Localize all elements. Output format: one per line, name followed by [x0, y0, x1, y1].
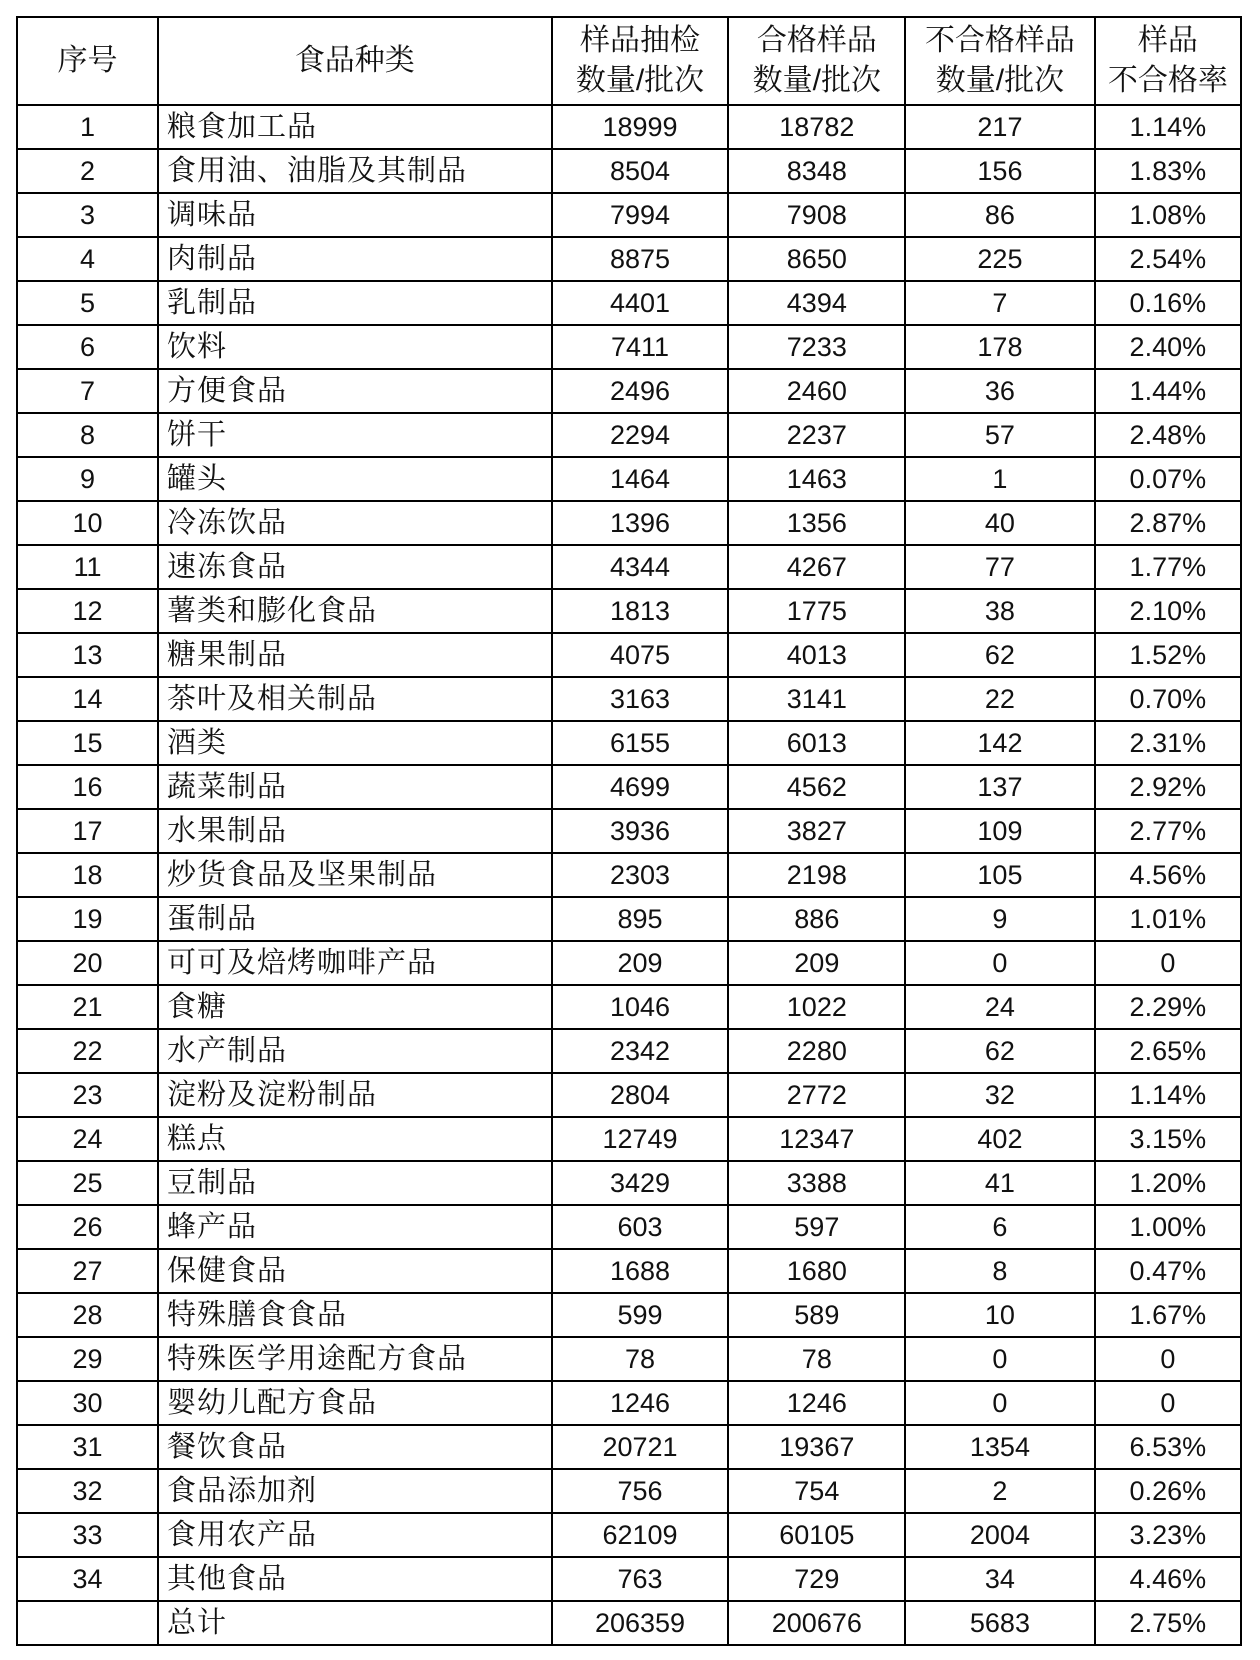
- cell-sampled: 12749: [552, 1117, 729, 1161]
- header-row: [17, 17, 1241, 105]
- cell-qualified: 729: [728, 1557, 905, 1601]
- table-row: [17, 1117, 1241, 1161]
- cell-qualified: 200676: [728, 1601, 905, 1645]
- table-row: [17, 281, 1241, 325]
- cell-category: 豆制品: [158, 1161, 552, 1205]
- cell-qualified: 3827: [728, 809, 905, 853]
- table-row: [17, 677, 1241, 721]
- cell-no: 22: [17, 1029, 158, 1073]
- cell-rate: 2.92%: [1095, 765, 1241, 809]
- table-row: [17, 721, 1241, 765]
- cell-category: 方便食品: [158, 369, 552, 413]
- cell-no: 21: [17, 985, 158, 1029]
- cell-unqualified: 24: [905, 985, 1094, 1029]
- cell-qualified: 209: [728, 941, 905, 985]
- cell-unqualified: 0: [905, 1381, 1094, 1425]
- cell-no: 15: [17, 721, 158, 765]
- cell-unqualified: 34: [905, 1557, 1094, 1601]
- cell-qualified: 1463: [728, 457, 905, 501]
- header-unqualified-line2: 数量/批次: [935, 64, 1065, 97]
- cell-qualified: 1246: [728, 1381, 905, 1425]
- cell-no: 31: [17, 1425, 158, 1469]
- table-row: [17, 1073, 1241, 1117]
- cell-no: 1: [17, 105, 158, 149]
- table-row: [17, 1293, 1241, 1337]
- total-row: [17, 1601, 1241, 1645]
- cell-sampled: 2294: [552, 413, 729, 457]
- header-rate: [1095, 17, 1241, 105]
- cell-qualified: 8650: [728, 237, 905, 281]
- cell-category: 糖果制品: [158, 633, 552, 677]
- cell-unqualified: 77: [905, 545, 1094, 589]
- table-row: [17, 633, 1241, 677]
- cell-no: 29: [17, 1337, 158, 1381]
- cell-category: 糕点: [158, 1117, 552, 1161]
- cell-category: 蜂产品: [158, 1205, 552, 1249]
- header-unqualified: [905, 17, 1094, 105]
- cell-unqualified: 105: [905, 853, 1094, 897]
- header-qualified-line2: 数量/批次: [752, 64, 881, 97]
- cell-no: 4: [17, 237, 158, 281]
- cell-unqualified: 109: [905, 809, 1094, 853]
- cell-no: 9: [17, 457, 158, 501]
- cell-qualified: 4013: [728, 633, 905, 677]
- cell-sampled: 1813: [552, 589, 729, 633]
- cell-unqualified: 62: [905, 1029, 1094, 1073]
- cell-no: 8: [17, 413, 158, 457]
- cell-qualified: 12347: [728, 1117, 905, 1161]
- cell-rate: 2.54%: [1095, 237, 1241, 281]
- header-sampled-line2: 数量/批次: [575, 64, 705, 97]
- cell-qualified: 19367: [728, 1425, 905, 1469]
- cell-rate: 6.53%: [1095, 1425, 1241, 1469]
- cell-rate: 1.14%: [1095, 105, 1241, 149]
- cell-category: 食用油、油脂及其制品: [158, 149, 552, 193]
- table-row: [17, 985, 1241, 1029]
- cell-rate: 1.83%: [1095, 149, 1241, 193]
- cell-category: 特殊医学用途配方食品: [158, 1337, 552, 1381]
- cell-category: 婴幼儿配方食品: [158, 1381, 552, 1425]
- cell-rate: 3.15%: [1095, 1117, 1241, 1161]
- cell-sampled: 3163: [552, 677, 729, 721]
- cell-no: 28: [17, 1293, 158, 1337]
- cell-sampled: 603: [552, 1205, 729, 1249]
- cell-no: 10: [17, 501, 158, 545]
- table-row: [17, 589, 1241, 633]
- table-row: [17, 369, 1241, 413]
- cell-unqualified: 10: [905, 1293, 1094, 1337]
- cell-sampled: 756: [552, 1469, 729, 1513]
- cell-unqualified: 402: [905, 1117, 1094, 1161]
- cell-no: 12: [17, 589, 158, 633]
- cell-rate: 2.65%: [1095, 1029, 1241, 1073]
- header-category: 食品种类: [158, 17, 552, 105]
- cell-rate: 0.70%: [1095, 677, 1241, 721]
- cell-unqualified: 36: [905, 369, 1094, 413]
- cell-qualified: 2280: [728, 1029, 905, 1073]
- cell-no: 24: [17, 1117, 158, 1161]
- cell-rate: 1.14%: [1095, 1073, 1241, 1117]
- cell-category: 冷冻饮品: [158, 501, 552, 545]
- cell-unqualified: 156: [905, 149, 1094, 193]
- cell-unqualified: 0: [905, 1337, 1094, 1381]
- cell-no: 2: [17, 149, 158, 193]
- cell-rate: 4.46%: [1095, 1557, 1241, 1601]
- cell-sampled: 6155: [552, 721, 729, 765]
- cell-unqualified: 217: [905, 105, 1094, 149]
- cell-no: 5: [17, 281, 158, 325]
- cell-rate: 2.87%: [1095, 501, 1241, 545]
- cell-rate: 3.23%: [1095, 1513, 1241, 1557]
- table-row: [17, 1381, 1241, 1425]
- cell-unqualified: 1354: [905, 1425, 1094, 1469]
- cell-rate: 0: [1095, 941, 1241, 985]
- table-row: [17, 501, 1241, 545]
- cell-rate: 1.20%: [1095, 1161, 1241, 1205]
- cell-category: 蛋制品: [158, 897, 552, 941]
- cell-unqualified: 22: [905, 677, 1094, 721]
- cell-no: 13: [17, 633, 158, 677]
- table-row: [17, 325, 1241, 369]
- header-unqualified-line1: 不合格样品: [924, 24, 1075, 57]
- cell-no: 7: [17, 369, 158, 413]
- cell-unqualified: 2: [905, 1469, 1094, 1513]
- cell-qualified: 7908: [728, 193, 905, 237]
- cell-sampled: 1396: [552, 501, 729, 545]
- table-row: [17, 237, 1241, 281]
- cell-no: 20: [17, 941, 158, 985]
- cell-rate: 1.67%: [1095, 1293, 1241, 1337]
- cell-category: 酒类: [158, 721, 552, 765]
- cell-sampled: 20721: [552, 1425, 729, 1469]
- cell-rate: 2.31%: [1095, 721, 1241, 765]
- cell-no: 19: [17, 897, 158, 941]
- cell-rate: 1.77%: [1095, 545, 1241, 589]
- cell-no: 23: [17, 1073, 158, 1117]
- table-row: [17, 193, 1241, 237]
- cell-sampled: 7994: [552, 193, 729, 237]
- cell-sampled: 2303: [552, 853, 729, 897]
- cell-rate: 4.56%: [1095, 853, 1241, 897]
- cell-unqualified: 1: [905, 457, 1094, 501]
- cell-rate: 1.08%: [1095, 193, 1241, 237]
- table-row: [17, 1161, 1241, 1205]
- table-row: [17, 1513, 1241, 1557]
- cell-sampled: 895: [552, 897, 729, 941]
- cell-category: 罐头: [158, 457, 552, 501]
- cell-category: 薯类和膨化食品: [158, 589, 552, 633]
- cell-no: 16: [17, 765, 158, 809]
- table-row: [17, 809, 1241, 853]
- table-row: [17, 457, 1241, 501]
- cell-category: 可可及焙烤咖啡产品: [158, 941, 552, 985]
- cell-sampled: 1688: [552, 1249, 729, 1293]
- header-no: 序号: [17, 17, 158, 105]
- cell-no: 30: [17, 1381, 158, 1425]
- cell-category: 粮食加工品: [158, 105, 552, 149]
- cell-qualified: 2198: [728, 853, 905, 897]
- cell-no: 33: [17, 1513, 158, 1557]
- table-row: [17, 105, 1241, 149]
- cell-category: 特殊膳食食品: [158, 1293, 552, 1337]
- cell-no: 14: [17, 677, 158, 721]
- table-row: [17, 1337, 1241, 1381]
- cell-no: 27: [17, 1249, 158, 1293]
- cell-no: 26: [17, 1205, 158, 1249]
- cell-qualified: 18782: [728, 105, 905, 149]
- cell-rate: 0: [1095, 1337, 1241, 1381]
- cell-qualified: 3388: [728, 1161, 905, 1205]
- cell-unqualified: 6: [905, 1205, 1094, 1249]
- cell-unqualified: 40: [905, 501, 1094, 545]
- table-row: [17, 1469, 1241, 1513]
- table-row: [17, 1425, 1241, 1469]
- cell-qualified: 6013: [728, 721, 905, 765]
- cell-unqualified: 0: [905, 941, 1094, 985]
- cell-category: 食品添加剂: [158, 1469, 552, 1513]
- cell-category: 肉制品: [158, 237, 552, 281]
- table-row: [17, 853, 1241, 897]
- cell-qualified: 60105: [728, 1513, 905, 1557]
- cell-qualified: 4267: [728, 545, 905, 589]
- cell-qualified: 2772: [728, 1073, 905, 1117]
- cell-unqualified: 9: [905, 897, 1094, 941]
- inspection-table: [16, 16, 1242, 1646]
- cell-unqualified: 178: [905, 325, 1094, 369]
- cell-sampled: 4344: [552, 545, 729, 589]
- header-rate-line1: 样品: [1137, 24, 1198, 57]
- cell-qualified: 597: [728, 1205, 905, 1249]
- cell-rate: 0: [1095, 1381, 1241, 1425]
- cell-category: 饼干: [158, 413, 552, 457]
- cell-sampled: 3429: [552, 1161, 729, 1205]
- cell-no: 32: [17, 1469, 158, 1513]
- cell-unqualified: 5683: [905, 1601, 1094, 1645]
- cell-rate: 0.26%: [1095, 1469, 1241, 1513]
- cell-unqualified: 38: [905, 589, 1094, 633]
- header-rate-line2: 不合格率: [1107, 64, 1228, 97]
- table-row: [17, 149, 1241, 193]
- cell-sampled: 4699: [552, 765, 729, 809]
- table-row: [17, 1029, 1241, 1073]
- cell-no: 17: [17, 809, 158, 853]
- cell-qualified: 1356: [728, 501, 905, 545]
- cell-unqualified: 57: [905, 413, 1094, 457]
- cell-sampled: 2496: [552, 369, 729, 413]
- cell-qualified: 7233: [728, 325, 905, 369]
- cell-category: 食用农产品: [158, 1513, 552, 1557]
- cell-rate: 2.29%: [1095, 985, 1241, 1029]
- cell-rate: 0.47%: [1095, 1249, 1241, 1293]
- header-sampled-line1: 样品抽检: [580, 24, 701, 57]
- cell-unqualified: 62: [905, 633, 1094, 677]
- cell-qualified: 1775: [728, 589, 905, 633]
- cell-category: 乳制品: [158, 281, 552, 325]
- cell-category: 蔬菜制品: [158, 765, 552, 809]
- cell-sampled: 8875: [552, 237, 729, 281]
- cell-no: [17, 1601, 158, 1645]
- cell-sampled: 1464: [552, 457, 729, 501]
- cell-rate: 1.44%: [1095, 369, 1241, 413]
- table-row: [17, 545, 1241, 589]
- cell-sampled: 4401: [552, 281, 729, 325]
- cell-unqualified: 2004: [905, 1513, 1094, 1557]
- cell-category: 餐饮食品: [158, 1425, 552, 1469]
- cell-rate: 1.52%: [1095, 633, 1241, 677]
- cell-qualified: 78: [728, 1337, 905, 1381]
- cell-qualified: 1680: [728, 1249, 905, 1293]
- cell-category: 速冻食品: [158, 545, 552, 589]
- table-row: [17, 1557, 1241, 1601]
- cell-unqualified: 86: [905, 193, 1094, 237]
- cell-qualified: 4562: [728, 765, 905, 809]
- cell-unqualified: 8: [905, 1249, 1094, 1293]
- table-row: [17, 941, 1241, 985]
- cell-qualified: 886: [728, 897, 905, 941]
- cell-sampled: 209: [552, 941, 729, 985]
- cell-qualified: 3141: [728, 677, 905, 721]
- cell-category: 淀粉及淀粉制品: [158, 1073, 552, 1117]
- cell-category: 水果制品: [158, 809, 552, 853]
- cell-category: 茶叶及相关制品: [158, 677, 552, 721]
- cell-unqualified: 32: [905, 1073, 1094, 1117]
- cell-category: 总计: [158, 1601, 552, 1645]
- cell-category: 食糖: [158, 985, 552, 1029]
- header-qualified-line1: 合格样品: [756, 24, 877, 57]
- cell-sampled: 62109: [552, 1513, 729, 1557]
- cell-no: 6: [17, 325, 158, 369]
- cell-qualified: 2460: [728, 369, 905, 413]
- cell-rate: 0.16%: [1095, 281, 1241, 325]
- cell-unqualified: 41: [905, 1161, 1094, 1205]
- cell-rate: 1.00%: [1095, 1205, 1241, 1249]
- cell-sampled: 8504: [552, 149, 729, 193]
- cell-rate: 2.77%: [1095, 809, 1241, 853]
- table-row: [17, 1205, 1241, 1249]
- cell-category: 保健食品: [158, 1249, 552, 1293]
- header-sampled: [552, 17, 729, 105]
- cell-category: 调味品: [158, 193, 552, 237]
- cell-unqualified: 137: [905, 765, 1094, 809]
- cell-unqualified: 142: [905, 721, 1094, 765]
- table-row: [17, 765, 1241, 809]
- cell-sampled: 599: [552, 1293, 729, 1337]
- cell-unqualified: 7: [905, 281, 1094, 325]
- cell-sampled: 763: [552, 1557, 729, 1601]
- cell-rate: 2.48%: [1095, 413, 1241, 457]
- cell-sampled: 2804: [552, 1073, 729, 1117]
- cell-category: 其他食品: [158, 1557, 552, 1601]
- cell-no: 11: [17, 545, 158, 589]
- table-body: [17, 105, 1241, 1645]
- cell-rate: 1.01%: [1095, 897, 1241, 941]
- cell-sampled: 3936: [552, 809, 729, 853]
- cell-sampled: 18999: [552, 105, 729, 149]
- cell-qualified: 1022: [728, 985, 905, 1029]
- cell-category: 饮料: [158, 325, 552, 369]
- cell-sampled: 1046: [552, 985, 729, 1029]
- cell-qualified: 754: [728, 1469, 905, 1513]
- cell-no: 34: [17, 1557, 158, 1601]
- cell-no: 3: [17, 193, 158, 237]
- cell-rate: 0.07%: [1095, 457, 1241, 501]
- table-row: [17, 1249, 1241, 1293]
- header-qualified: [728, 17, 905, 105]
- cell-no: 25: [17, 1161, 158, 1205]
- cell-qualified: 2237: [728, 413, 905, 457]
- cell-no: 18: [17, 853, 158, 897]
- table-row: [17, 413, 1241, 457]
- cell-category: 炒货食品及坚果制品: [158, 853, 552, 897]
- cell-qualified: 4394: [728, 281, 905, 325]
- cell-unqualified: 225: [905, 237, 1094, 281]
- cell-sampled: 4075: [552, 633, 729, 677]
- cell-category: 水产制品: [158, 1029, 552, 1073]
- table-row: [17, 897, 1241, 941]
- cell-sampled: 78: [552, 1337, 729, 1381]
- cell-sampled: 206359: [552, 1601, 729, 1645]
- cell-qualified: 8348: [728, 149, 905, 193]
- cell-sampled: 1246: [552, 1381, 729, 1425]
- cell-sampled: 2342: [552, 1029, 729, 1073]
- cell-rate: 2.40%: [1095, 325, 1241, 369]
- cell-rate: 2.75%: [1095, 1601, 1241, 1645]
- cell-qualified: 589: [728, 1293, 905, 1337]
- cell-rate: 2.10%: [1095, 589, 1241, 633]
- cell-sampled: 7411: [552, 325, 729, 369]
- table-header: [17, 17, 1241, 105]
